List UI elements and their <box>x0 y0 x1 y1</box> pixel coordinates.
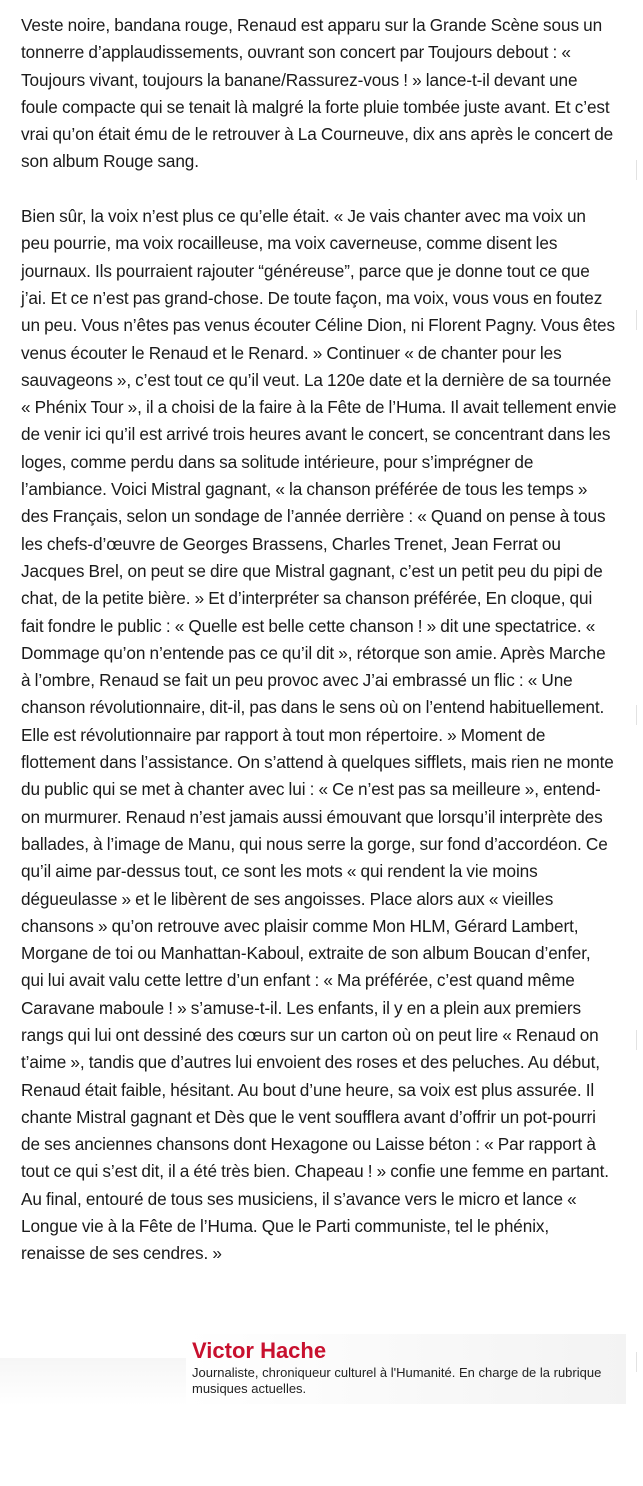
page-edge-marker <box>636 310 643 330</box>
author-name[interactable]: Victor Hache <box>192 1338 327 1363</box>
article-paragraph-1: Veste noire, bandana rouge, Renaud est apparu sur la Grande Scène sous un tonnerre d’applaudissements, ouvrant son concert par Toujours debout : « Toujours vivant, toujours la banane/Rassurez-vous ! » lance-t-il devant une foule compacte qui se tenait là malgré la forte pluie tombée juste avant. Et c’est vrai qu’on était ému de le retrouver à La Courneuve, dix ans après le concert de son album Rouge sang. <box>21 15 614 172</box>
author-box <box>186 1334 626 1404</box>
page-edge-marker <box>636 705 643 725</box>
page-edge-marker <box>636 1352 643 1372</box>
article-body <box>21 12 617 1268</box>
page-edge-marker <box>636 160 643 180</box>
article-paragraph-2: Bien sûr, la voix n’est plus ce qu’elle était. « Je vais chanter avec ma voix un peu pourrie, ma voix rocailleuse, ma voix caverneuse, comme disent les journaux. Ils pourraient rajouter “généreuse”, parce que je donne tout ce que j’ai. Et ce n’est pas grand-chose. De toute façon, ma voix, vous vous en foutez un peu. Vous n’êtes pas venus écouter Céline Dion, ni Florent Pagny. Vous êtes venus écouter le Renaud et le Renard. » Continuer « de chanter pour les sauvageons », c’est tout ce qu’il veut. La 120e date et la dernière de sa tournée « Phénix Tour », il a choisi de la faire à la Fête de l’Huma. Il avait tellement envie de venir ici qu’il est arrivé trois heures avant le concert, se concentrant dans les loges, comme perdu dans sa solitude intérieure, pour s’imprégner de l’ambiance. Voici Mistral gagnant, « la chanson préférée de tous les temps » des Français, selon un sondage de l’année derrière : « Quand on pense à tous les chefs-d’œuvre de Georges Brassens, Charles Trenet, Jean Ferrat ou Jacques Brel, on peut se dire que Mistral gagnant, c’est un petit peu du pipi de chat, de la petite bière. » Et d’interpréter sa chanson préférée, En cloque, qui fait fondre le public : « Quelle est belle cette chanson ! » dit une spectatrice. « Dommage qu’on n’entende pas ce qu’il dit », rétorque son amie. Après Marche à l’ombre, Renaud se fait un peu provoc avec J’ai embrassé un flic : « Une chanson révolutionnaire, dit-il, pas dans le sens où on l’entend habituellement. Elle est révolutionnaire par rapport à tout mon répertoire. » Moment de flottement dans l’assistance. On s’attend à quelques sifflets, mais rien ne monte du public qui se met à chanter avec lui : « Ce n’est pas sa meilleure », entend-on murmurer. Renaud n’est jamais aussi émouvant que lorsqu’il interprète des ballades, à l’image de Manu, qui nous serre la gorge, sur fond d’accordéon. Ce qu’il aime par-dessus tout, ce sont les mots « qui rendent la vie moins dégueulasse » et le libèrent de ses angoisses. Place alors aux « vieilles chansons » qu’on retrouve avec plaisir comme Mon HLM, Gérard Lambert, Morgane de toi ou Manhattan-Kaboul, extraite de son album Boucan d’enfer, qui lui avait valu cette lettre d’un enfant : « Ma préférée, c’est quand même Caravane maboule ! » s’amuse-t-il. Les enfants, il y en a plein aux premiers rangs qui lui ont dessiné des cœurs sur un carton où on peut lire « Renaud on t’aime », tandis que d’autres lui envoient des roses et des peluches. Au début, Renaud était faible, hésitant. Au bout d’une heure, sa voix est plus assurée. Il chante Mistral gagnant et Dès que le vent soufflera avant d’offrir un pot-pourri de ses anciennes chansons dont Hexagone ou Laisse béton : « Par rapport à tout ce qui s’est dit, il a été très bien. Chapeau ! » confie une femme en partant. Au final, entouré de tous ses musiciens, il s’avance vers le micro et lance « Longue vie à la Fête de l’Huma. Que le Parti communiste, tel le phénix, renaisse de ses cendres. » <box>21 206 617 1264</box>
footer-strip <box>0 1358 186 1406</box>
author-bio: Journaliste, chroniqueur culturel à l'Humanité. En charge de la rubrique musiques actuelles. <box>192 1365 602 1396</box>
page-edge-marker <box>636 1030 643 1050</box>
